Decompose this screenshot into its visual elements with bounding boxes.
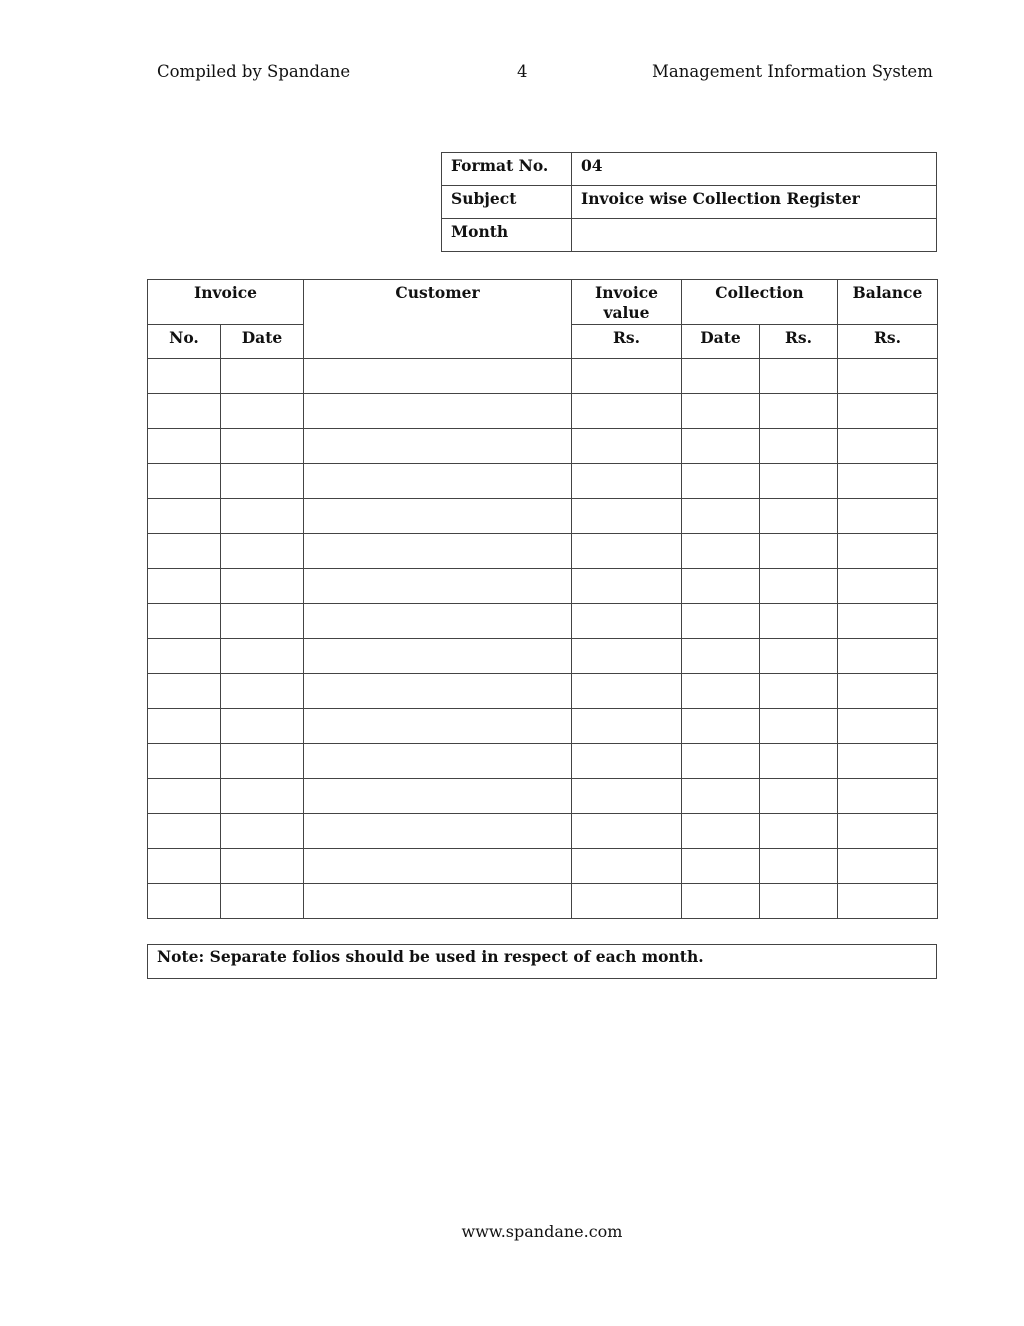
table-cell [304, 849, 572, 884]
table-row [148, 534, 938, 569]
table-cell [221, 744, 304, 779]
table-cell [148, 884, 221, 919]
table-cell [682, 639, 760, 674]
table-cell [304, 709, 572, 744]
format-label: Format No. [442, 153, 572, 186]
table-cell [838, 394, 938, 429]
table-cell [221, 779, 304, 814]
table-cell [838, 779, 938, 814]
table-row [148, 709, 938, 744]
format-value: 04 [572, 153, 937, 186]
subject-value: Invoice wise Collection Register [572, 186, 937, 219]
table-cell [304, 534, 572, 569]
table-row [148, 394, 938, 429]
table-cell [760, 779, 838, 814]
table-cell [572, 639, 682, 674]
table-cell [572, 744, 682, 779]
table-cell [572, 534, 682, 569]
table-cell [304, 604, 572, 639]
table-cell [838, 464, 938, 499]
table-cell [221, 534, 304, 569]
month-value [572, 219, 937, 252]
table-row [148, 464, 938, 499]
table-cell [148, 779, 221, 814]
table-cell [838, 849, 938, 884]
table-cell [572, 814, 682, 849]
invoice-no-header: No. [148, 325, 221, 359]
table-cell [838, 639, 938, 674]
table-cell [221, 674, 304, 709]
table-cell [221, 394, 304, 429]
table-row [148, 569, 938, 604]
table-cell [760, 709, 838, 744]
table-row [148, 744, 938, 779]
table-cell [221, 569, 304, 604]
table-cell [572, 569, 682, 604]
table-cell [760, 639, 838, 674]
table-cell [682, 394, 760, 429]
table-cell [682, 569, 760, 604]
register-body [148, 359, 938, 919]
table-cell [682, 429, 760, 464]
table-cell [760, 884, 838, 919]
table-cell [682, 604, 760, 639]
table-cell [838, 884, 938, 919]
collection-group-header: Collection [682, 280, 838, 325]
table-cell [304, 744, 572, 779]
month-row [442, 219, 937, 252]
table-cell [572, 709, 682, 744]
header-left-text: Compiled by Spandane [157, 62, 351, 81]
table-cell [572, 674, 682, 709]
table-cell [838, 534, 938, 569]
table-cell [682, 359, 760, 394]
table-row [148, 814, 938, 849]
table-cell [572, 359, 682, 394]
table-cell [221, 849, 304, 884]
table-row [148, 884, 938, 919]
table-cell [221, 604, 304, 639]
table-cell [221, 499, 304, 534]
table-cell [760, 359, 838, 394]
table-cell [304, 674, 572, 709]
table-row [148, 849, 938, 884]
table-cell [304, 569, 572, 604]
format-info-table [441, 152, 937, 252]
table-cell [572, 779, 682, 814]
subject-label: Subject [442, 186, 572, 219]
table-cell [572, 464, 682, 499]
customer-header: Customer [304, 280, 572, 359]
table-row [148, 359, 938, 394]
table-cell [572, 429, 682, 464]
table-row [148, 674, 938, 709]
header-right-text: Management Information System [652, 62, 933, 81]
table-cell [838, 604, 938, 639]
table-group-header-row [148, 280, 938, 325]
table-cell [148, 359, 221, 394]
table-cell [682, 849, 760, 884]
table-cell [304, 884, 572, 919]
invoice-date-header: Date [221, 325, 304, 359]
table-cell [838, 569, 938, 604]
format-row [442, 153, 937, 186]
table-cell [682, 814, 760, 849]
table-row [148, 779, 938, 814]
table-cell [760, 569, 838, 604]
table-row [148, 429, 938, 464]
table-cell [148, 814, 221, 849]
table-cell [304, 464, 572, 499]
invoice-value-unit-header: Rs. [572, 325, 682, 359]
balance-rs-header: Rs. [838, 325, 938, 359]
table-cell [304, 814, 572, 849]
subject-row [442, 186, 937, 219]
table-cell [148, 429, 221, 464]
table-row [148, 639, 938, 674]
month-label: Month [442, 219, 572, 252]
table-cell [838, 814, 938, 849]
table-cell [221, 359, 304, 394]
table-cell [148, 464, 221, 499]
table-cell [148, 709, 221, 744]
note-box: Note: Separate folios should be used in respect of each month. [147, 944, 937, 979]
table-cell [682, 884, 760, 919]
table-cell [838, 359, 938, 394]
table-cell [760, 744, 838, 779]
table-row [148, 499, 938, 534]
table-cell [572, 499, 682, 534]
table-cell [572, 604, 682, 639]
table-cell [682, 534, 760, 569]
table-cell [221, 884, 304, 919]
table-cell [304, 779, 572, 814]
table-cell [760, 394, 838, 429]
table-cell [221, 639, 304, 674]
table-cell [838, 709, 938, 744]
table-cell [148, 534, 221, 569]
table-cell [148, 569, 221, 604]
table-cell [221, 464, 304, 499]
collection-register-table [147, 279, 938, 919]
invoice-value-header: Invoice value [572, 280, 682, 325]
table-cell [572, 849, 682, 884]
table-cell [304, 639, 572, 674]
table-cell [304, 394, 572, 429]
invoice-group-header: Invoice [148, 280, 304, 325]
page-number: 4 [517, 62, 528, 81]
table-cell [760, 464, 838, 499]
table-cell [838, 499, 938, 534]
table-cell [221, 814, 304, 849]
table-cell [148, 604, 221, 639]
table-cell [304, 499, 572, 534]
table-row [148, 604, 938, 639]
table-cell [148, 849, 221, 884]
footer-url: www.spandane.com [461, 1222, 623, 1241]
table-cell [682, 674, 760, 709]
table-cell [760, 849, 838, 884]
table-cell [221, 709, 304, 744]
table-cell [760, 534, 838, 569]
balance-header: Balance [838, 280, 938, 325]
table-cell [682, 709, 760, 744]
table-cell [148, 639, 221, 674]
table-cell [682, 499, 760, 534]
table-cell [838, 429, 938, 464]
table-cell [760, 604, 838, 639]
collection-date-header: Date [682, 325, 760, 359]
table-cell [148, 744, 221, 779]
table-cell [760, 814, 838, 849]
table-cell [148, 394, 221, 429]
table-cell [572, 884, 682, 919]
table-cell [148, 674, 221, 709]
table-cell [760, 499, 838, 534]
table-cell [572, 394, 682, 429]
table-cell [682, 464, 760, 499]
table-cell [760, 674, 838, 709]
table-cell [148, 499, 221, 534]
table-cell [682, 744, 760, 779]
table-cell [221, 429, 304, 464]
collection-rs-header: Rs. [760, 325, 838, 359]
table-cell [304, 359, 572, 394]
table-cell [304, 429, 572, 464]
table-cell [760, 429, 838, 464]
table-cell [838, 744, 938, 779]
table-cell [838, 674, 938, 709]
table-cell [682, 779, 760, 814]
